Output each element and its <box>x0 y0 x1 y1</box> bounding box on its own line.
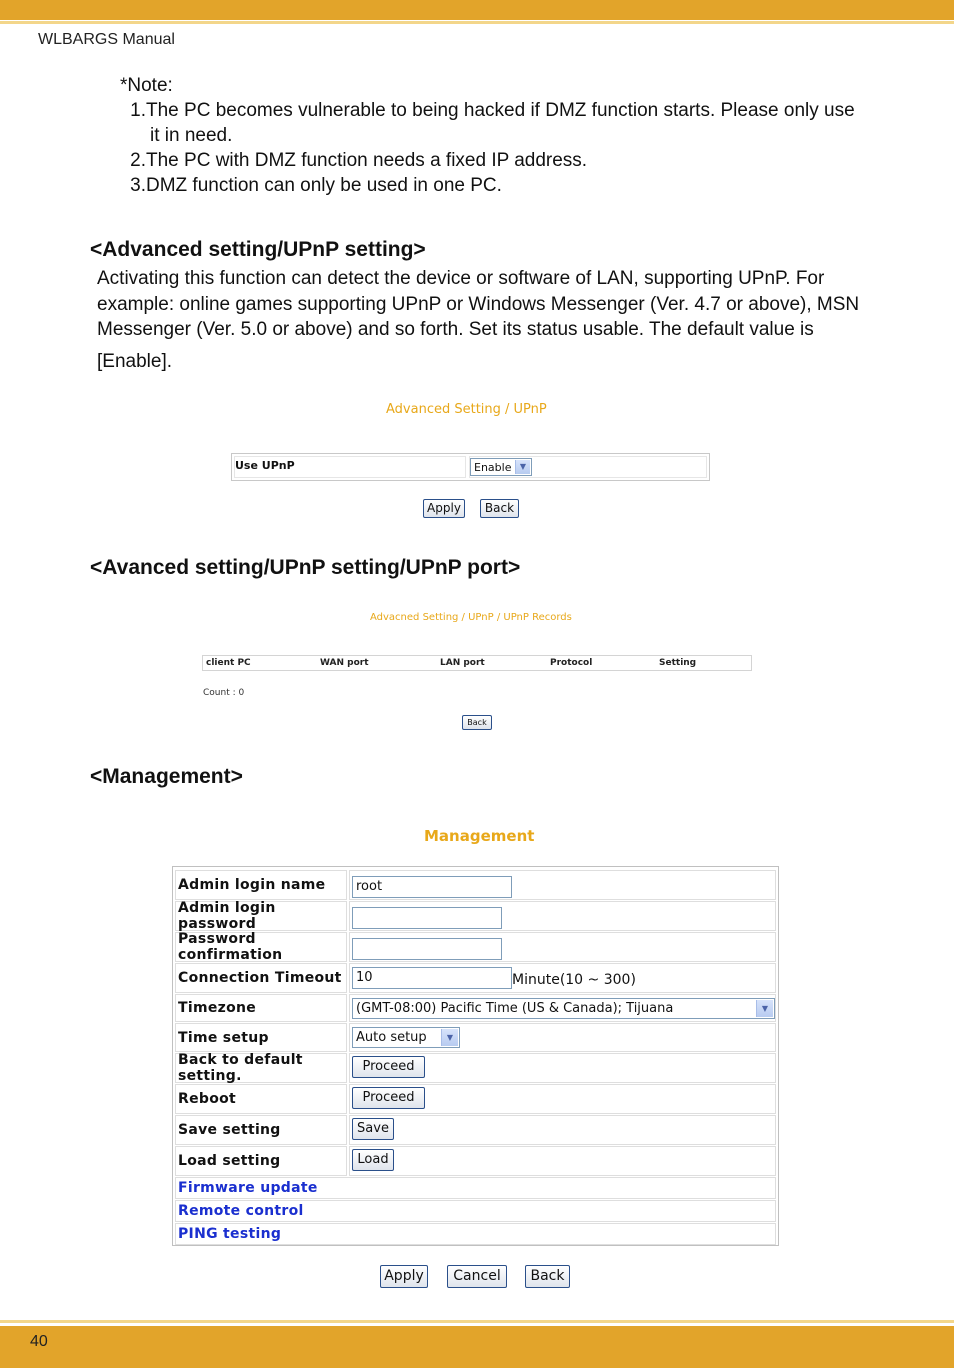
upnp-description-default: [Enable]. <box>97 350 172 372</box>
upnp-records-back-button[interactable]: Back <box>462 715 492 730</box>
header-rule <box>0 21 954 24</box>
column-client-pc: client PC <box>206 658 251 668</box>
management-screen-title: Management <box>424 827 535 845</box>
note-item-number: 2. <box>130 150 146 171</box>
upnp-back-button[interactable]: Back <box>480 499 519 518</box>
password-confirmation-input[interactable] <box>352 938 502 960</box>
upnp-records-title: Advacned Setting / UPnP / UPnP Records <box>370 612 572 623</box>
save-setting-label: Save setting <box>175 1115 347 1145</box>
note-item <box>118 98 890 123</box>
back-to-default-label: Back to default setting. <box>175 1053 347 1083</box>
table-row <box>175 994 776 1022</box>
admin-login-password-label: Admin login password <box>175 901 347 931</box>
note-item-text: DMZ function can only be used in one PC. <box>146 175 502 196</box>
dmz-note <box>118 73 890 198</box>
manual-title: WLBARGS Manual <box>38 31 175 48</box>
chevron-down-icon: ▼ <box>756 1000 773 1017</box>
table-row <box>175 1023 776 1052</box>
management-back-button[interactable]: Back <box>525 1265 570 1288</box>
chevron-down-icon: ▼ <box>441 1029 458 1046</box>
note-item-number: 3. <box>130 175 146 196</box>
upnp-description <box>97 266 887 374</box>
connection-timeout-input[interactable]: 10 <box>352 967 512 989</box>
upnp-apply-button[interactable]: Apply <box>423 499 465 518</box>
use-upnp-value: Enable <box>474 461 512 474</box>
management-cancel-button[interactable]: Cancel <box>447 1265 507 1288</box>
ping-testing-link[interactable]: PING testing <box>175 1223 776 1245</box>
back-to-default-proceed-button[interactable]: Proceed <box>352 1056 425 1078</box>
page-number: 40 <box>30 1333 48 1350</box>
note-item-text: it in need. <box>150 125 233 146</box>
time-setup-select[interactable] <box>352 1027 460 1048</box>
footer-rule <box>0 1320 954 1323</box>
admin-login-name-label: Admin login name <box>175 870 347 900</box>
note-item-number: 1. <box>130 100 146 121</box>
upnp-screen-title: Advanced Setting / UPnP <box>386 402 547 417</box>
timezone-select[interactable] <box>352 998 775 1019</box>
table-row <box>175 1115 776 1145</box>
save-setting-button[interactable]: Save <box>352 1118 394 1140</box>
note-item <box>118 148 890 173</box>
upnp-description-text: Activating this function can detect the device or software of LAN, supporting UPnP. For example: online games supporting UPnP or Windows Messenger (Ver. 4.7 or above), MSN Messenger (Ver. 5.0 or above) and so forth. Set its status usable. The default value is <box>97 268 860 340</box>
upnp-settings-table <box>231 453 710 481</box>
upnp-records-header <box>202 655 752 671</box>
admin-login-password-input[interactable] <box>352 907 502 929</box>
password-confirmation-label: Password confirmation <box>175 932 347 962</box>
time-setup-value: Auto setup <box>356 1030 427 1045</box>
table-row <box>175 1084 776 1114</box>
reboot-proceed-button[interactable]: Proceed <box>352 1087 425 1109</box>
load-setting-label: Load setting <box>175 1146 347 1176</box>
chevron-down-icon: ▼ <box>515 460 530 474</box>
column-setting: Setting <box>659 658 697 668</box>
timezone-label: Timezone <box>175 994 347 1022</box>
use-upnp-label: Use UPnP <box>235 459 295 472</box>
table-row <box>175 963 776 993</box>
note-item-text: The PC becomes vulnerable to being hacked if DMZ function starts. Please only use <box>146 100 855 121</box>
note-item-text: The PC with DMZ function needs a fixed IP address. <box>146 150 588 171</box>
table-row <box>175 932 776 962</box>
use-upnp-select[interactable] <box>470 458 532 476</box>
table-row <box>175 1146 776 1176</box>
management-section-heading: <Management> <box>90 765 243 788</box>
admin-login-name-input[interactable]: root <box>352 876 512 898</box>
column-lan-port: LAN port <box>440 658 485 668</box>
table-row <box>175 1053 776 1083</box>
management-apply-button[interactable]: Apply <box>380 1265 428 1288</box>
timezone-value: (GMT-08:00) Pacific Time (US & Canada); Tijuana <box>356 1001 674 1016</box>
column-protocol: Protocol <box>550 658 593 668</box>
table-row <box>175 1177 776 1199</box>
reboot-label: Reboot <box>175 1084 347 1114</box>
time-setup-label: Time setup <box>175 1023 347 1052</box>
table-row <box>175 870 776 900</box>
records-count: Count : 0 <box>203 688 245 698</box>
management-table <box>172 866 779 1246</box>
table-row <box>175 1223 776 1245</box>
firmware-update-link[interactable]: Firmware update <box>175 1177 776 1199</box>
footer-bar <box>0 1326 954 1368</box>
connection-timeout-unit: Minute(10 ~ 300) <box>512 972 636 988</box>
load-setting-button[interactable]: Load <box>352 1149 394 1171</box>
upnp-section-heading: <Advanced setting/UPnP setting> <box>90 238 426 261</box>
remote-control-link[interactable]: Remote control <box>175 1200 776 1222</box>
table-row <box>175 1200 776 1222</box>
table-row <box>175 901 776 931</box>
note-heading: *Note: <box>120 75 173 96</box>
column-wan-port: WAN port <box>320 658 369 668</box>
note-item <box>118 173 890 198</box>
note-item-continuation <box>118 123 890 148</box>
connection-timeout-label: Connection Timeout <box>175 963 347 993</box>
header-bar <box>0 0 954 20</box>
upnp-port-section-heading: <Avanced setting/UPnP setting/UPnP port> <box>90 556 521 579</box>
